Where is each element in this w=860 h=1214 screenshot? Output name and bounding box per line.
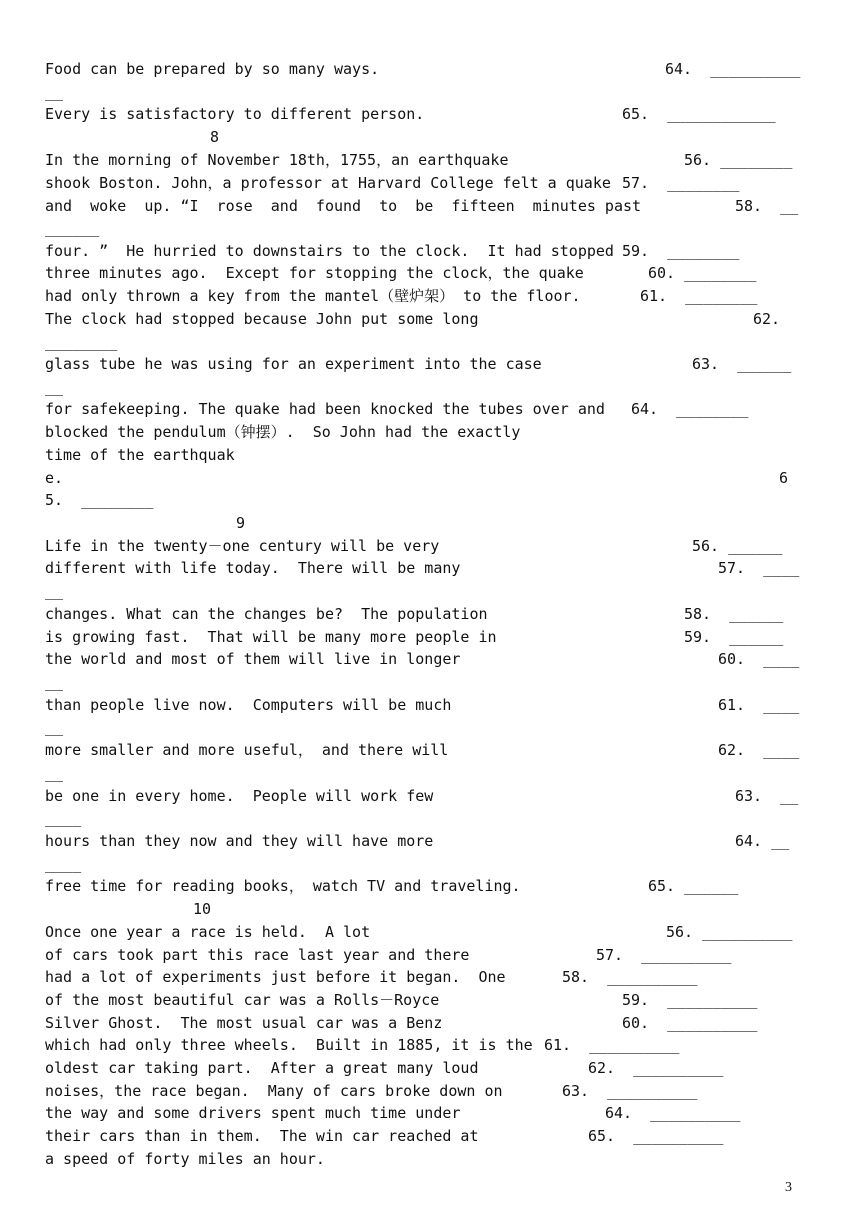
- text-line: Life in the twenty－one century will be very: [45, 537, 440, 555]
- answer-blank: 56. ________: [684, 151, 793, 169]
- answer-blank: 57. ____: [718, 559, 800, 577]
- answer-blank: 58. __: [735, 197, 799, 215]
- answer-blank: 59. ______: [684, 628, 784, 646]
- text-line: Every is satisfactory to different person.: [45, 105, 425, 123]
- text-line: 5. ________: [45, 491, 154, 509]
- text-line: four. ” He hurried to downstairs to the clock. It had stopped: [45, 242, 614, 260]
- text-line: than people live now. Computers will be much: [45, 696, 452, 714]
- text-line: their cars than in them. The win car reached at: [45, 1127, 479, 1145]
- text-line: of the most beautiful car was a Rolls－Royce: [45, 991, 440, 1009]
- answer-blank: 6: [779, 469, 789, 487]
- answer-blank: 62. __________: [588, 1059, 724, 1077]
- text-line: of cars took part this race last year and there: [45, 946, 470, 964]
- answer-blank: 57. ________: [622, 174, 740, 192]
- text-line: had only thrown a key from the mantel（壁炉架） to the floor.: [45, 287, 581, 305]
- text-line: glass tube he was using for an experiment into the case: [45, 355, 542, 373]
- text-line: shook Boston. John，a professor at Harvard College felt a quake: [45, 174, 611, 192]
- text-line: different with life today. There will be many: [45, 559, 461, 577]
- text-line: more smaller and more useful， and there will: [45, 741, 449, 759]
- text-line: __: [45, 83, 64, 101]
- text-line: Once one year a race is held. A lot: [45, 923, 371, 941]
- text-line: __: [45, 582, 64, 600]
- text-line: __: [45, 718, 64, 736]
- text-line: a speed of forty miles an hour.: [45, 1150, 325, 1168]
- text-line: In the morning of November 18th，1755，an earthquake: [45, 151, 509, 169]
- answer-blank: 62. ____: [718, 741, 800, 759]
- text-line: __: [45, 378, 64, 396]
- text-line: ________: [45, 333, 118, 351]
- text-line: and woke up. “I rose and found to be fifteen minutes past: [45, 197, 642, 215]
- answer-blank: 61. __________: [544, 1036, 680, 1054]
- answer-blank: 65. __________: [588, 1127, 724, 1145]
- text-line: free time for reading books， watch TV and traveling.: [45, 877, 521, 895]
- answer-blank: 63. __: [735, 787, 799, 805]
- answer-blank: 58. __________: [562, 968, 698, 986]
- answer-blank: 64. ________: [631, 400, 749, 418]
- text-line: oldest car taking part. After a great many loud: [45, 1059, 479, 1077]
- passage-number: 8: [210, 128, 220, 146]
- answer-blank: 59. ________: [622, 242, 740, 260]
- text-line: __: [45, 764, 64, 782]
- passage-number: 9: [236, 514, 246, 532]
- text-line: The clock had stopped because John put some long: [45, 310, 479, 328]
- text-line: Food can be prepared by so many ways.: [45, 60, 380, 78]
- text-line: hours than they now and they will have more: [45, 832, 434, 850]
- answer-blank: 62.: [753, 310, 781, 328]
- answer-blank: 63. __________: [562, 1082, 698, 1100]
- text-line: ____: [45, 809, 82, 827]
- text-line: Silver Ghost. The most usual car was a Benz: [45, 1014, 443, 1032]
- text-line: time of the earthquak: [45, 446, 235, 464]
- text-line: changes. What can the changes be? The population: [45, 605, 488, 623]
- answer-blank: 64. __: [735, 832, 790, 850]
- text-line: the way and some drivers spent much time under: [45, 1104, 461, 1122]
- answer-blank: 57. __________: [596, 946, 732, 964]
- answer-blank: 59. __________: [622, 991, 758, 1009]
- answer-blank: 65. ______: [648, 877, 739, 895]
- text-line: which had only three wheels. Built in 1885, it is the: [45, 1036, 533, 1054]
- text-line: for safekeeping. The quake had been knocked the tubes over and: [45, 400, 605, 418]
- answer-blank: 64. __________: [665, 60, 801, 78]
- text-line: be one in every home. People will work few: [45, 787, 434, 805]
- answer-blank: 65. ____________: [622, 105, 776, 123]
- answer-blank: 60. ____: [718, 650, 800, 668]
- answer-blank: 56. ______: [692, 537, 783, 555]
- text-line: e.: [45, 469, 64, 487]
- passage-number: 10: [193, 900, 212, 918]
- text-line: ______: [45, 219, 100, 237]
- page-number: 3: [785, 1180, 792, 1195]
- answer-blank: 61. ________: [640, 287, 758, 305]
- text-line: the world and most of them will live in longer: [45, 650, 461, 668]
- text-line: three minutes ago. Except for stopping the clock，the quake: [45, 264, 584, 282]
- text-line: blocked the pendulum（钟摆）. So John had the exactly: [45, 423, 521, 441]
- text-line: had a lot of experiments just before it began. One: [45, 968, 506, 986]
- answer-blank: 64. __________: [605, 1104, 741, 1122]
- text-line: is growing fast. That will be many more people in: [45, 628, 497, 646]
- answer-blank: 60. ________: [648, 264, 757, 282]
- answer-blank: 58. ______: [684, 605, 784, 623]
- text-line: noises，the race began. Many of cars broke down on: [45, 1082, 503, 1100]
- answer-blank: 60. __________: [622, 1014, 758, 1032]
- answer-blank: 61. ____: [718, 696, 800, 714]
- answer-blank: 63. ______: [692, 355, 792, 373]
- text-line: ____: [45, 855, 82, 873]
- answer-blank: 56. __________: [666, 923, 793, 941]
- text-line: __: [45, 673, 64, 691]
